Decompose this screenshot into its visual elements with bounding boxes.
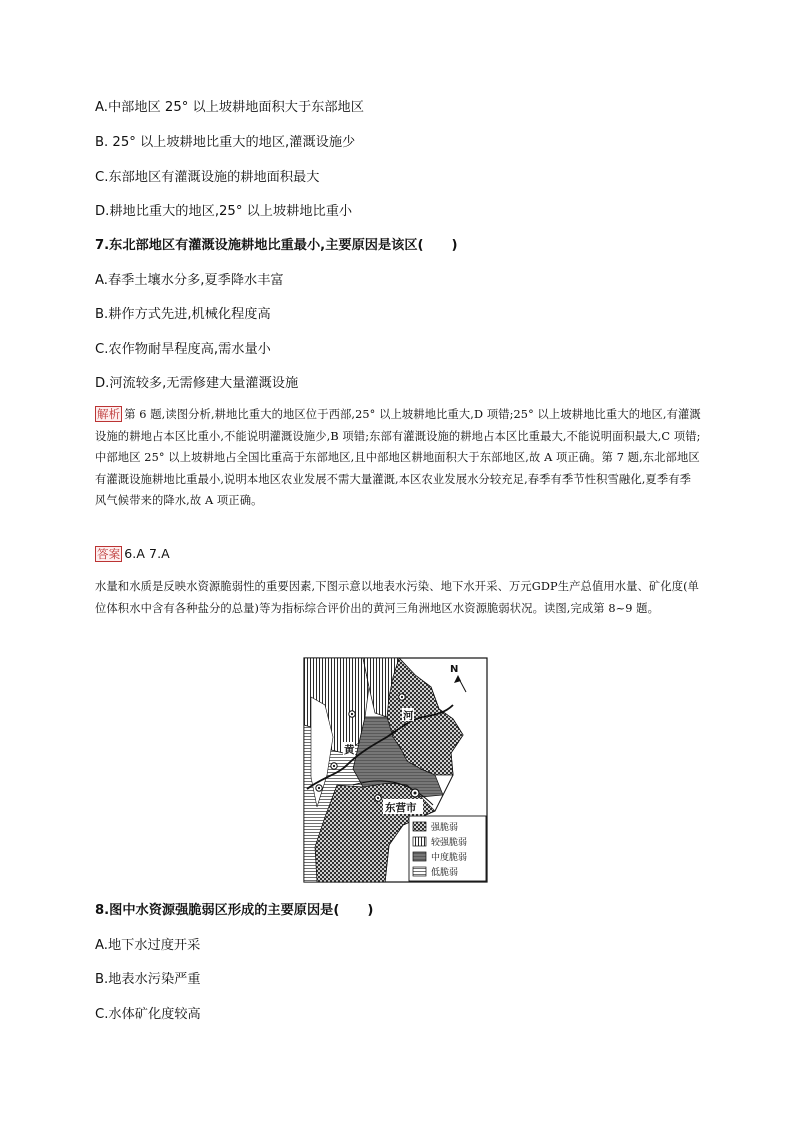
q8-option-b: B.地表水污染严重: [95, 972, 201, 987]
q7-stem: [95, 234, 458, 253]
q8-option-a: A.地下水过度开采: [95, 938, 201, 953]
answer-text: 6.A 7.A: [124, 546, 170, 561]
river-label-huang: 黄: [344, 744, 355, 756]
intro-paragraph: 水量和水质是反映水资源脆弱性的重要因素,下图示意以地表水污染、地下水开采、万元GDP生产总值用水量、矿化度(单位体积水中含有各种盐分的总量)等为指标综合评价出的黄河三角洲地区水资源脆弱状况。读图,完成第 8~9 题。: [95, 580, 700, 615]
q6-option-b: B. 25° 以上坡耕地比重大的地区,灌溉设施少: [95, 135, 356, 150]
q7-option-c: C.农作物耐旱程度高,需水量小: [95, 342, 271, 357]
answer-block: [95, 543, 701, 566]
river-label-he: 河: [403, 710, 414, 722]
q8-stem-close: ): [367, 903, 374, 918]
city-label: 东营市: [385, 802, 417, 814]
legend-medium: 中度脆弱: [431, 853, 468, 863]
legend-strong: 强脆弱: [431, 823, 459, 833]
q7-option-d: D.河流较多,无需修建大量灌溉设施: [95, 376, 299, 391]
legend-low: 低脆弱: [431, 868, 459, 878]
q8-stem: [95, 899, 373, 918]
analysis-block: [95, 404, 701, 512]
yellow-river-delta-map: [303, 657, 488, 883]
answer-tag: 答案: [97, 547, 121, 561]
q7-option-b: B.耕作方式先进,机械化程度高: [95, 307, 271, 322]
q7-stem-text: 7.东北部地区有灌溉设施耕地比重最小,主要原因是该区(: [95, 238, 424, 253]
q7-option-a: A.春季土壤水分多,夏季降水丰富: [95, 273, 284, 288]
q8-option-c: C.水体矿化度较高: [95, 1007, 201, 1022]
q6-option-a: A.中部地区 25° 以上坡耕地面积大于东部地区: [95, 100, 364, 115]
q8-stem-text: 8.图中水资源强脆弱区形成的主要原因是(: [95, 903, 340, 918]
q6-option-c: C.东部地区有灌溉设施的耕地面积最大: [95, 170, 320, 185]
analysis-tag: 解析: [97, 407, 121, 421]
legend: [409, 816, 486, 881]
legend-fairly-strong: 较强脆弱: [431, 838, 468, 848]
north-label: N: [450, 664, 459, 675]
q6-option-d: D.耕地比重大的地区,25° 以上坡耕地比重小: [95, 204, 353, 219]
q7-stem-close: ): [451, 238, 458, 253]
analysis-text: 第 6 题,读图分析,耕地比重大的地区位于西部,25° 以上坡耕地比重大,D 项错;25° 以上坡耕地比重大的地区,有灌溉设施的耕地占本区比重小,不能说明灌溉设施少,B 项错;东部有灌溉设施的耕地占本区比重最大,不能说明面积最大,C 项错;中部地区 25° 以上坡耕地占全国比重高于东部地区,且中部地区耕地面积大于东部地区,故 A 项正确。第 7 题,东北部地区有灌溉设施耕地比重最小,说明本地区农业发展不需大量灌溉,本区农业发展水分较充足,春季有季节性积雪融化,夏季有季风气候带来的降水,故 A 项正确。: [95, 408, 701, 508]
